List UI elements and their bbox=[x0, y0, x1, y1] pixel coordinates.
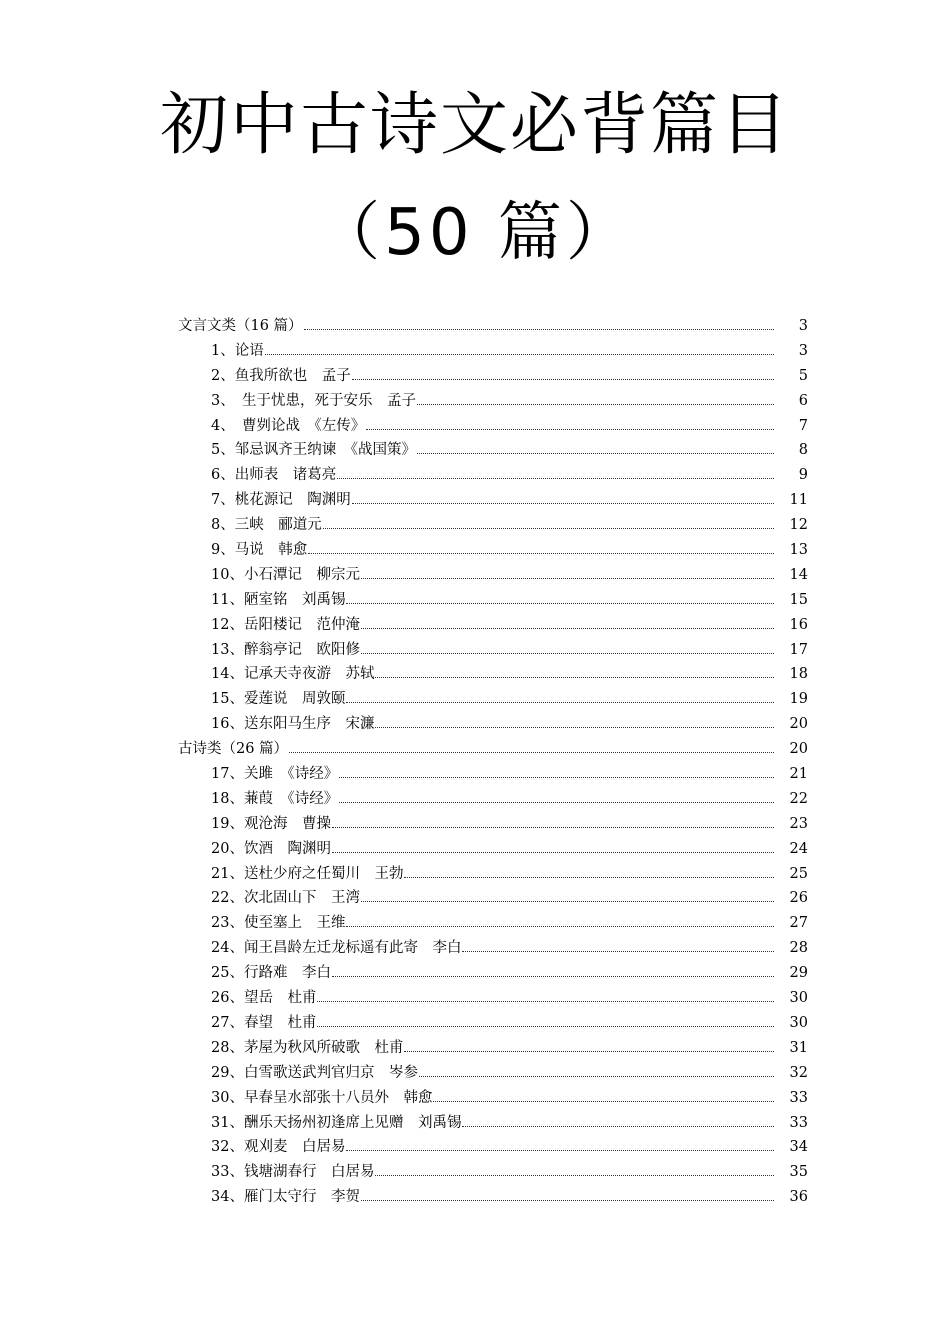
toc-dot-leader bbox=[289, 752, 774, 753]
toc-entry-row[interactable] bbox=[178, 414, 808, 439]
toc-entry-row[interactable] bbox=[178, 1111, 808, 1136]
toc-page-number: 11 bbox=[789, 492, 808, 509]
toc-entry-title: 30、早春呈水部张十八员外 韩愈 bbox=[211, 1089, 433, 1106]
toc-entry-title: 21、送杜少府之任蜀川 王勃 bbox=[211, 865, 404, 882]
toc-page-number: 5 bbox=[798, 367, 808, 384]
toc-dot-leader bbox=[339, 802, 774, 803]
toc-page-number: 19 bbox=[789, 691, 808, 708]
toc-entry-row[interactable] bbox=[178, 563, 808, 588]
toc-entry-row[interactable] bbox=[178, 936, 808, 961]
toc-page-number: 35 bbox=[789, 1164, 808, 1181]
toc-entry-title: 14、记承天寺夜游 苏轼 bbox=[211, 666, 375, 683]
toc-dot-leader bbox=[361, 901, 774, 902]
toc-page-number: 14 bbox=[789, 566, 808, 583]
toc-page-number: 8 bbox=[798, 442, 808, 459]
toc-dot-leader bbox=[352, 379, 774, 380]
toc-page-number: 26 bbox=[789, 890, 808, 907]
toc-dot-leader bbox=[462, 1126, 774, 1127]
toc-dot-leader bbox=[337, 478, 774, 479]
toc-page-number: 15 bbox=[789, 591, 808, 608]
toc-page-number: 31 bbox=[789, 1039, 808, 1056]
toc-entry-title: 34、雁门太守行 李贺 bbox=[211, 1189, 360, 1206]
toc-entry-row[interactable] bbox=[178, 787, 808, 812]
toc-page-number: 32 bbox=[789, 1064, 808, 1081]
toc-page-number: 13 bbox=[789, 542, 808, 559]
toc-dot-leader bbox=[346, 702, 774, 703]
toc-entry-title: 8、三峡 郦道元 bbox=[211, 517, 322, 534]
toc-dot-leader bbox=[404, 877, 774, 878]
toc-dot-leader bbox=[419, 1076, 774, 1077]
toc-entry-row[interactable] bbox=[178, 463, 808, 488]
toc-entry-row[interactable] bbox=[178, 986, 808, 1011]
toc-entry-row[interactable] bbox=[178, 762, 808, 787]
toc-entry-row[interactable] bbox=[178, 488, 808, 513]
toc-entry-title: 2、鱼我所欲也 孟子 bbox=[211, 367, 351, 384]
toc-page-number: 3 bbox=[798, 342, 808, 359]
toc-dot-leader bbox=[308, 553, 774, 554]
toc-entry-title: 18、蒹葭 《诗经》 bbox=[211, 790, 339, 807]
table-of-contents bbox=[178, 314, 808, 1210]
toc-entry-title: 1、论语 bbox=[211, 342, 264, 359]
toc-entry-title: 4、 曹刿论战 《左传》 bbox=[211, 417, 366, 434]
toc-entry-title: 19、观沧海 曹操 bbox=[211, 815, 331, 832]
toc-entry-row[interactable] bbox=[178, 1185, 808, 1210]
toc-entry-row[interactable] bbox=[178, 812, 808, 837]
toc-section-row[interactable] bbox=[178, 314, 808, 339]
toc-dot-leader bbox=[346, 603, 774, 604]
toc-entry-row[interactable] bbox=[178, 638, 808, 663]
toc-entry-title: 22、次北固山下 王湾 bbox=[211, 890, 360, 907]
toc-page-number: 33 bbox=[789, 1089, 808, 1106]
toc-dot-leader bbox=[361, 628, 774, 629]
toc-entry-row[interactable] bbox=[178, 588, 808, 613]
toc-page-number: 23 bbox=[789, 815, 808, 832]
toc-page-number: 6 bbox=[798, 392, 808, 409]
toc-entry-title: 16、送东阳马生序 宋濂 bbox=[211, 716, 375, 733]
toc-page-number: 24 bbox=[789, 840, 808, 857]
title-count: （50 篇） bbox=[316, 196, 634, 270]
toc-dot-leader bbox=[375, 677, 774, 678]
toc-entry-title: 3、 生于忧患，死于安乐 孟子 bbox=[211, 392, 416, 409]
toc-page-number: 21 bbox=[789, 766, 808, 783]
toc-page-number: 25 bbox=[789, 865, 808, 882]
toc-entry-title: 31、酬乐天扬州初逢席上见赠 刘禹锡 bbox=[211, 1114, 462, 1131]
toc-page-number: 33 bbox=[789, 1114, 808, 1131]
toc-dot-leader bbox=[404, 1051, 774, 1052]
toc-entry-title: 11、陋室铭 刘禹锡 bbox=[211, 591, 346, 608]
toc-entry-row[interactable] bbox=[178, 911, 808, 936]
toc-dot-leader bbox=[361, 1200, 774, 1201]
toc-page-number: 22 bbox=[789, 790, 808, 807]
toc-dot-leader bbox=[361, 578, 774, 579]
toc-entry-row[interactable] bbox=[178, 513, 808, 538]
toc-entry-title: 32、观刈麦 白居易 bbox=[211, 1139, 346, 1156]
toc-entry-row[interactable] bbox=[178, 538, 808, 563]
toc-entry-title: 7、桃花源记 陶渊明 bbox=[211, 492, 351, 509]
toc-entry-title: 24、闻王昌龄左迁龙标遥有此寄 李白 bbox=[211, 940, 462, 957]
toc-entry-row[interactable] bbox=[178, 837, 808, 862]
document-title bbox=[0, 78, 950, 278]
toc-page-number: 29 bbox=[789, 965, 808, 982]
toc-dot-leader bbox=[317, 1026, 774, 1027]
toc-entry-title: 6、出师表 诸葛亮 bbox=[211, 467, 337, 484]
toc-dot-leader bbox=[332, 852, 774, 853]
toc-dot-leader bbox=[339, 777, 774, 778]
toc-entry-row[interactable] bbox=[178, 339, 808, 364]
toc-dot-leader bbox=[317, 1001, 774, 1002]
toc-entry-row[interactable] bbox=[178, 438, 808, 463]
toc-entry-row[interactable] bbox=[178, 364, 808, 389]
toc-entry-row[interactable] bbox=[178, 862, 808, 887]
toc-page-number: 27 bbox=[789, 915, 808, 932]
toc-entry-row[interactable] bbox=[178, 712, 808, 737]
toc-section-row[interactable] bbox=[178, 737, 808, 762]
toc-entry-title: 12、岳阳楼记 范仲淹 bbox=[211, 616, 360, 633]
toc-dot-leader bbox=[417, 453, 774, 454]
toc-page-number: 28 bbox=[789, 940, 808, 957]
toc-page-number: 30 bbox=[789, 990, 808, 1007]
toc-dot-leader bbox=[361, 653, 774, 654]
toc-entry-row[interactable] bbox=[178, 1160, 808, 1185]
toc-entry-row[interactable] bbox=[178, 886, 808, 911]
toc-dot-leader bbox=[352, 503, 774, 504]
toc-page-number: 20 bbox=[789, 741, 808, 758]
toc-entry-title: 17、关雎 《诗经》 bbox=[211, 766, 339, 783]
toc-entry-title: 5、邹忌讽齐王纳谏 《战国策》 bbox=[211, 442, 416, 459]
toc-dot-leader bbox=[304, 329, 774, 330]
toc-page-number: 30 bbox=[789, 1014, 808, 1031]
toc-page-number: 36 bbox=[789, 1189, 808, 1206]
toc-page-number: 3 bbox=[798, 318, 808, 334]
toc-entry-row[interactable] bbox=[178, 1135, 808, 1160]
toc-entry-row[interactable] bbox=[178, 1036, 808, 1061]
toc-entry-row[interactable] bbox=[178, 389, 808, 414]
toc-entry-title: 28、茅屋为秋风所破歌 杜甫 bbox=[211, 1039, 404, 1056]
toc-page-number: 34 bbox=[789, 1139, 808, 1156]
toc-entry-title: 古诗类（26 篇） bbox=[178, 741, 289, 758]
toc-dot-leader bbox=[462, 951, 774, 952]
toc-entry-row[interactable] bbox=[178, 1086, 808, 1111]
toc-page-number: 12 bbox=[789, 517, 808, 534]
toc-page-number: 7 bbox=[798, 417, 808, 434]
toc-dot-leader bbox=[332, 976, 774, 977]
toc-entry-title: 20、饮酒 陶渊明 bbox=[211, 840, 331, 857]
toc-entry-title: 26、望岳 杜甫 bbox=[211, 990, 317, 1007]
toc-page-number: 9 bbox=[798, 467, 808, 484]
toc-entry-title: 33、钱塘湖春行 白居易 bbox=[211, 1164, 375, 1181]
toc-page-number: 18 bbox=[789, 666, 808, 683]
toc-entry-title: 25、行路难 李白 bbox=[211, 965, 331, 982]
title-main: 初中古诗文必背篇目 bbox=[159, 86, 790, 165]
toc-dot-leader bbox=[375, 727, 774, 728]
toc-entry-title: 27、春望 杜甫 bbox=[211, 1014, 317, 1031]
toc-entry-title: 29、白雪歌送武判官归京 岑参 bbox=[211, 1064, 418, 1081]
toc-entry-title: 23、使至塞上 王维 bbox=[211, 915, 346, 932]
toc-dot-leader bbox=[323, 528, 774, 529]
toc-entry-title: 文言文类（16 篇） bbox=[178, 318, 303, 334]
toc-entry-title: 9、马说 韩愈 bbox=[211, 542, 308, 559]
toc-dot-leader bbox=[332, 827, 774, 828]
toc-page-number: 20 bbox=[789, 716, 808, 733]
toc-page-number: 16 bbox=[789, 616, 808, 633]
toc-entry-title: 15、爱莲说 周敦颐 bbox=[211, 691, 346, 708]
toc-dot-leader bbox=[375, 1175, 774, 1176]
toc-entry-row[interactable] bbox=[178, 1011, 808, 1036]
toc-entry-row[interactable] bbox=[178, 662, 808, 687]
toc-page-number: 17 bbox=[789, 641, 808, 658]
toc-dot-leader bbox=[346, 1150, 774, 1151]
toc-entry-row[interactable] bbox=[178, 687, 808, 712]
toc-dot-leader bbox=[417, 404, 774, 405]
toc-entry-row[interactable] bbox=[178, 1061, 808, 1086]
toc-dot-leader bbox=[366, 429, 774, 430]
toc-entry-title: 13、醉翁亭记 欧阳修 bbox=[211, 641, 360, 658]
toc-entry-row[interactable] bbox=[178, 613, 808, 638]
toc-entry-title: 10、小石潭记 柳宗元 bbox=[211, 566, 360, 583]
toc-dot-leader bbox=[265, 354, 774, 355]
toc-dot-leader bbox=[433, 1101, 774, 1102]
toc-dot-leader bbox=[346, 926, 774, 927]
toc-entry-row[interactable] bbox=[178, 961, 808, 986]
